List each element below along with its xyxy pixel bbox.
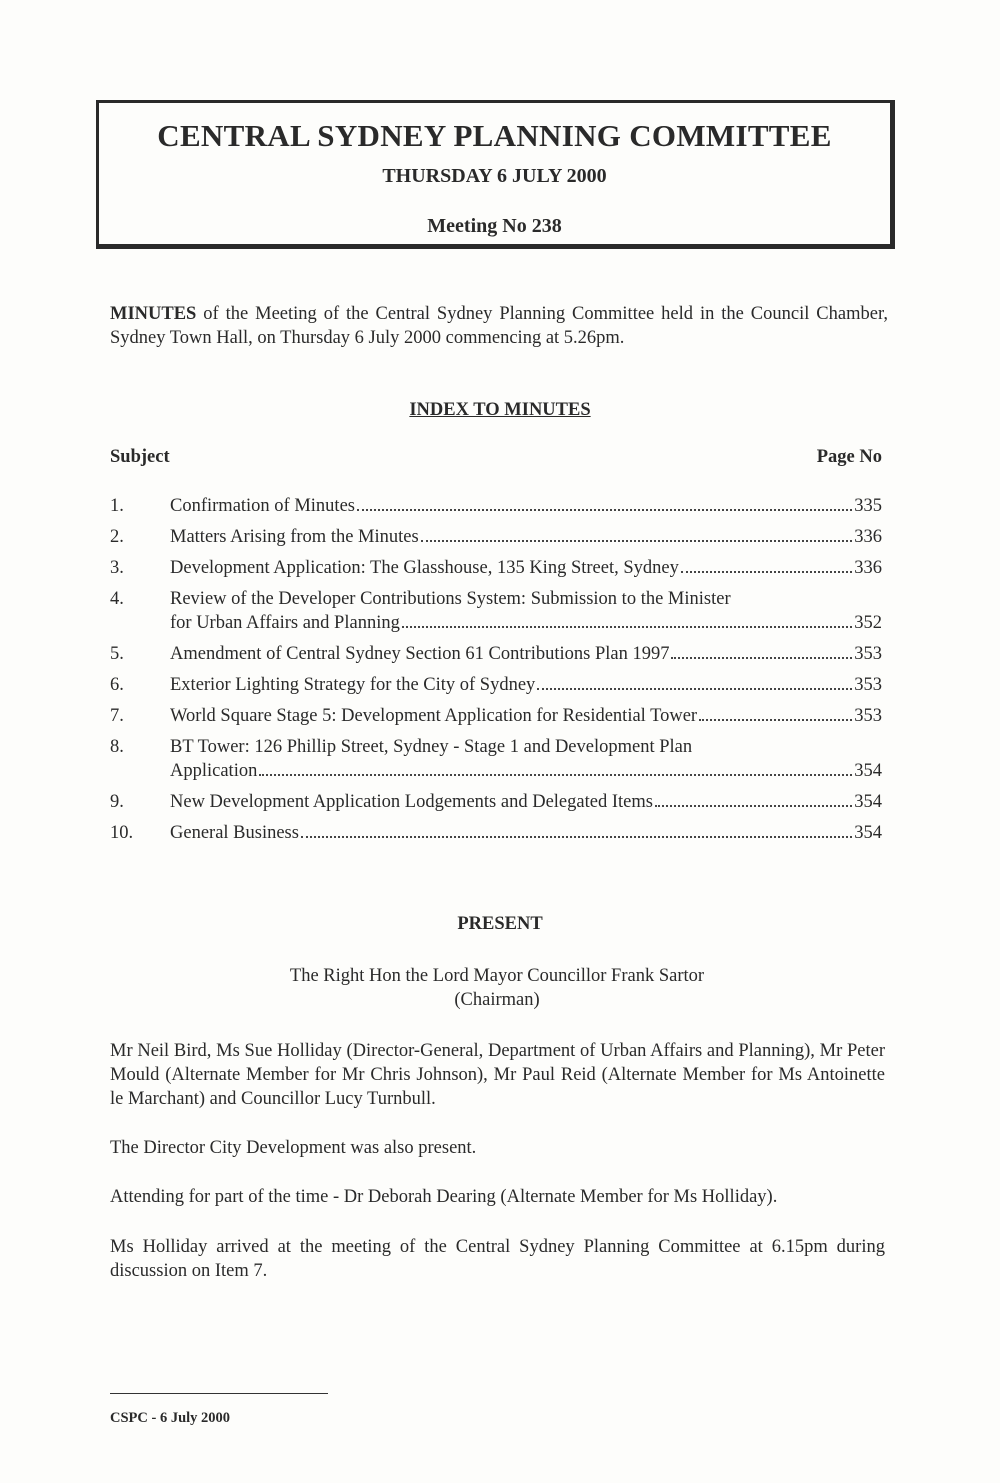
dot-leader xyxy=(357,509,852,511)
dot-leader xyxy=(402,626,852,628)
dot-leader xyxy=(259,774,852,776)
index-heading: INDEX TO MINUTES xyxy=(409,400,591,420)
item-number: 10. xyxy=(110,823,134,843)
intro-text: of the Meeting of the Central Sydney Planning Committee held in the Council Chamber, Sydney Town Hall, on Thursday 6 July 2000 commencing at 5.26pm. xyxy=(110,304,888,348)
index-list xyxy=(110,494,882,852)
chairman-role: (Chairman) xyxy=(454,990,540,1010)
subject-column-header: Subject xyxy=(110,447,170,467)
index-item xyxy=(110,704,882,728)
meeting-number: Meeting No 238 xyxy=(427,215,562,237)
dot-leader xyxy=(301,836,852,838)
index-item xyxy=(110,642,882,666)
item-page: 336 xyxy=(854,527,882,547)
item-page: 336 xyxy=(854,558,882,578)
item-number: 3. xyxy=(110,558,124,578)
dot-leader xyxy=(421,540,853,542)
index-item xyxy=(110,556,882,580)
item-page: 354 xyxy=(854,823,882,843)
item-page: 354 xyxy=(854,792,882,812)
document-title: CENTRAL SYDNEY PLANNING COMMITTEE xyxy=(157,118,832,153)
item-subject: Application xyxy=(170,761,258,781)
arrival-note: Ms Holliday arrived at the meeting of the Central Sydney Planning Committee at 6.15pm during discussion on Item 7. xyxy=(110,1237,885,1281)
index-item xyxy=(110,494,882,518)
dot-leader xyxy=(537,688,852,690)
dot-leader xyxy=(681,571,852,573)
index-item xyxy=(110,525,882,549)
index-item xyxy=(110,790,882,814)
item-number: 7. xyxy=(110,706,124,726)
item-subject: New Development Application Lodgements and Delegated Items xyxy=(170,792,653,812)
dot-leader xyxy=(655,805,852,807)
item-number: 2. xyxy=(110,527,124,547)
meeting-date: THURSDAY 6 JULY 2000 xyxy=(382,165,607,187)
item-page: 335 xyxy=(854,496,882,516)
item-subject: General Business xyxy=(170,823,299,843)
dot-leader xyxy=(699,719,852,721)
chairman-block xyxy=(0,964,994,1012)
item-subject: Matters Arising from the Minutes xyxy=(170,527,419,547)
item-number: 4. xyxy=(110,589,124,609)
item-subject: Exterior Lighting Strategy for the City of Sydney xyxy=(170,675,536,695)
item-page: 353 xyxy=(854,675,882,695)
index-item xyxy=(110,587,882,635)
item-number: 8. xyxy=(110,737,124,757)
index-item xyxy=(110,735,882,783)
present-heading: PRESENT xyxy=(457,914,543,934)
members-present: Mr Neil Bird, Ms Sue Holliday (Director-General, Department of Urban Affairs and Planning), Mr Peter Mould (Alternate Member for Mr Chris Johnson), Mr Paul Reid (Alternate Member for Ms Antoinette le Marchant) and Councillor Lucy Turnbull. xyxy=(110,1041,885,1109)
index-item xyxy=(110,821,882,845)
title-box xyxy=(96,100,895,249)
item-number: 1. xyxy=(110,496,124,516)
index-column-headers xyxy=(110,447,882,468)
attending-part-time: Attending for part of the time - Dr Deborah Dearing (Alternate Member for Ms Holliday). xyxy=(110,1187,778,1207)
page-column-header: Page No xyxy=(816,447,882,467)
item-page: 352 xyxy=(854,613,882,633)
item-subject: for Urban Affairs and Planning xyxy=(170,613,400,633)
item-subject-line1: Review of the Developer Contributions System: Submission to the Minister xyxy=(170,589,731,609)
intro-paragraph xyxy=(110,302,888,350)
item-page: 353 xyxy=(854,706,882,726)
item-number: 5. xyxy=(110,644,124,664)
item-subject: World Square Stage 5: Development Application for Residential Tower xyxy=(170,706,698,726)
footer-rule xyxy=(110,1393,328,1394)
item-subject: Development Application: The Glasshouse, 135 King Street, Sydney xyxy=(170,558,679,578)
item-page: 354 xyxy=(854,761,882,781)
item-subject-line1: BT Tower: 126 Phillip Street, Sydney - Stage 1 and Development Plan xyxy=(170,737,693,757)
item-subject: Confirmation of Minutes xyxy=(170,496,355,516)
footer-text: CSPC - 6 July 2000 xyxy=(110,1410,231,1426)
chairman-name: The Right Hon the Lord Mayor Councillor Frank Sartor xyxy=(289,966,705,986)
item-number: 9. xyxy=(110,792,124,812)
index-item xyxy=(110,673,882,697)
item-subject: Amendment of Central Sydney Section 61 Contributions Plan 1997 xyxy=(170,644,670,664)
also-present: The Director City Development was also present. xyxy=(110,1138,477,1158)
intro-lead: MINUTES xyxy=(110,304,197,324)
item-page: 353 xyxy=(854,644,882,664)
dot-leader xyxy=(671,657,852,659)
item-number: 6. xyxy=(110,675,124,695)
